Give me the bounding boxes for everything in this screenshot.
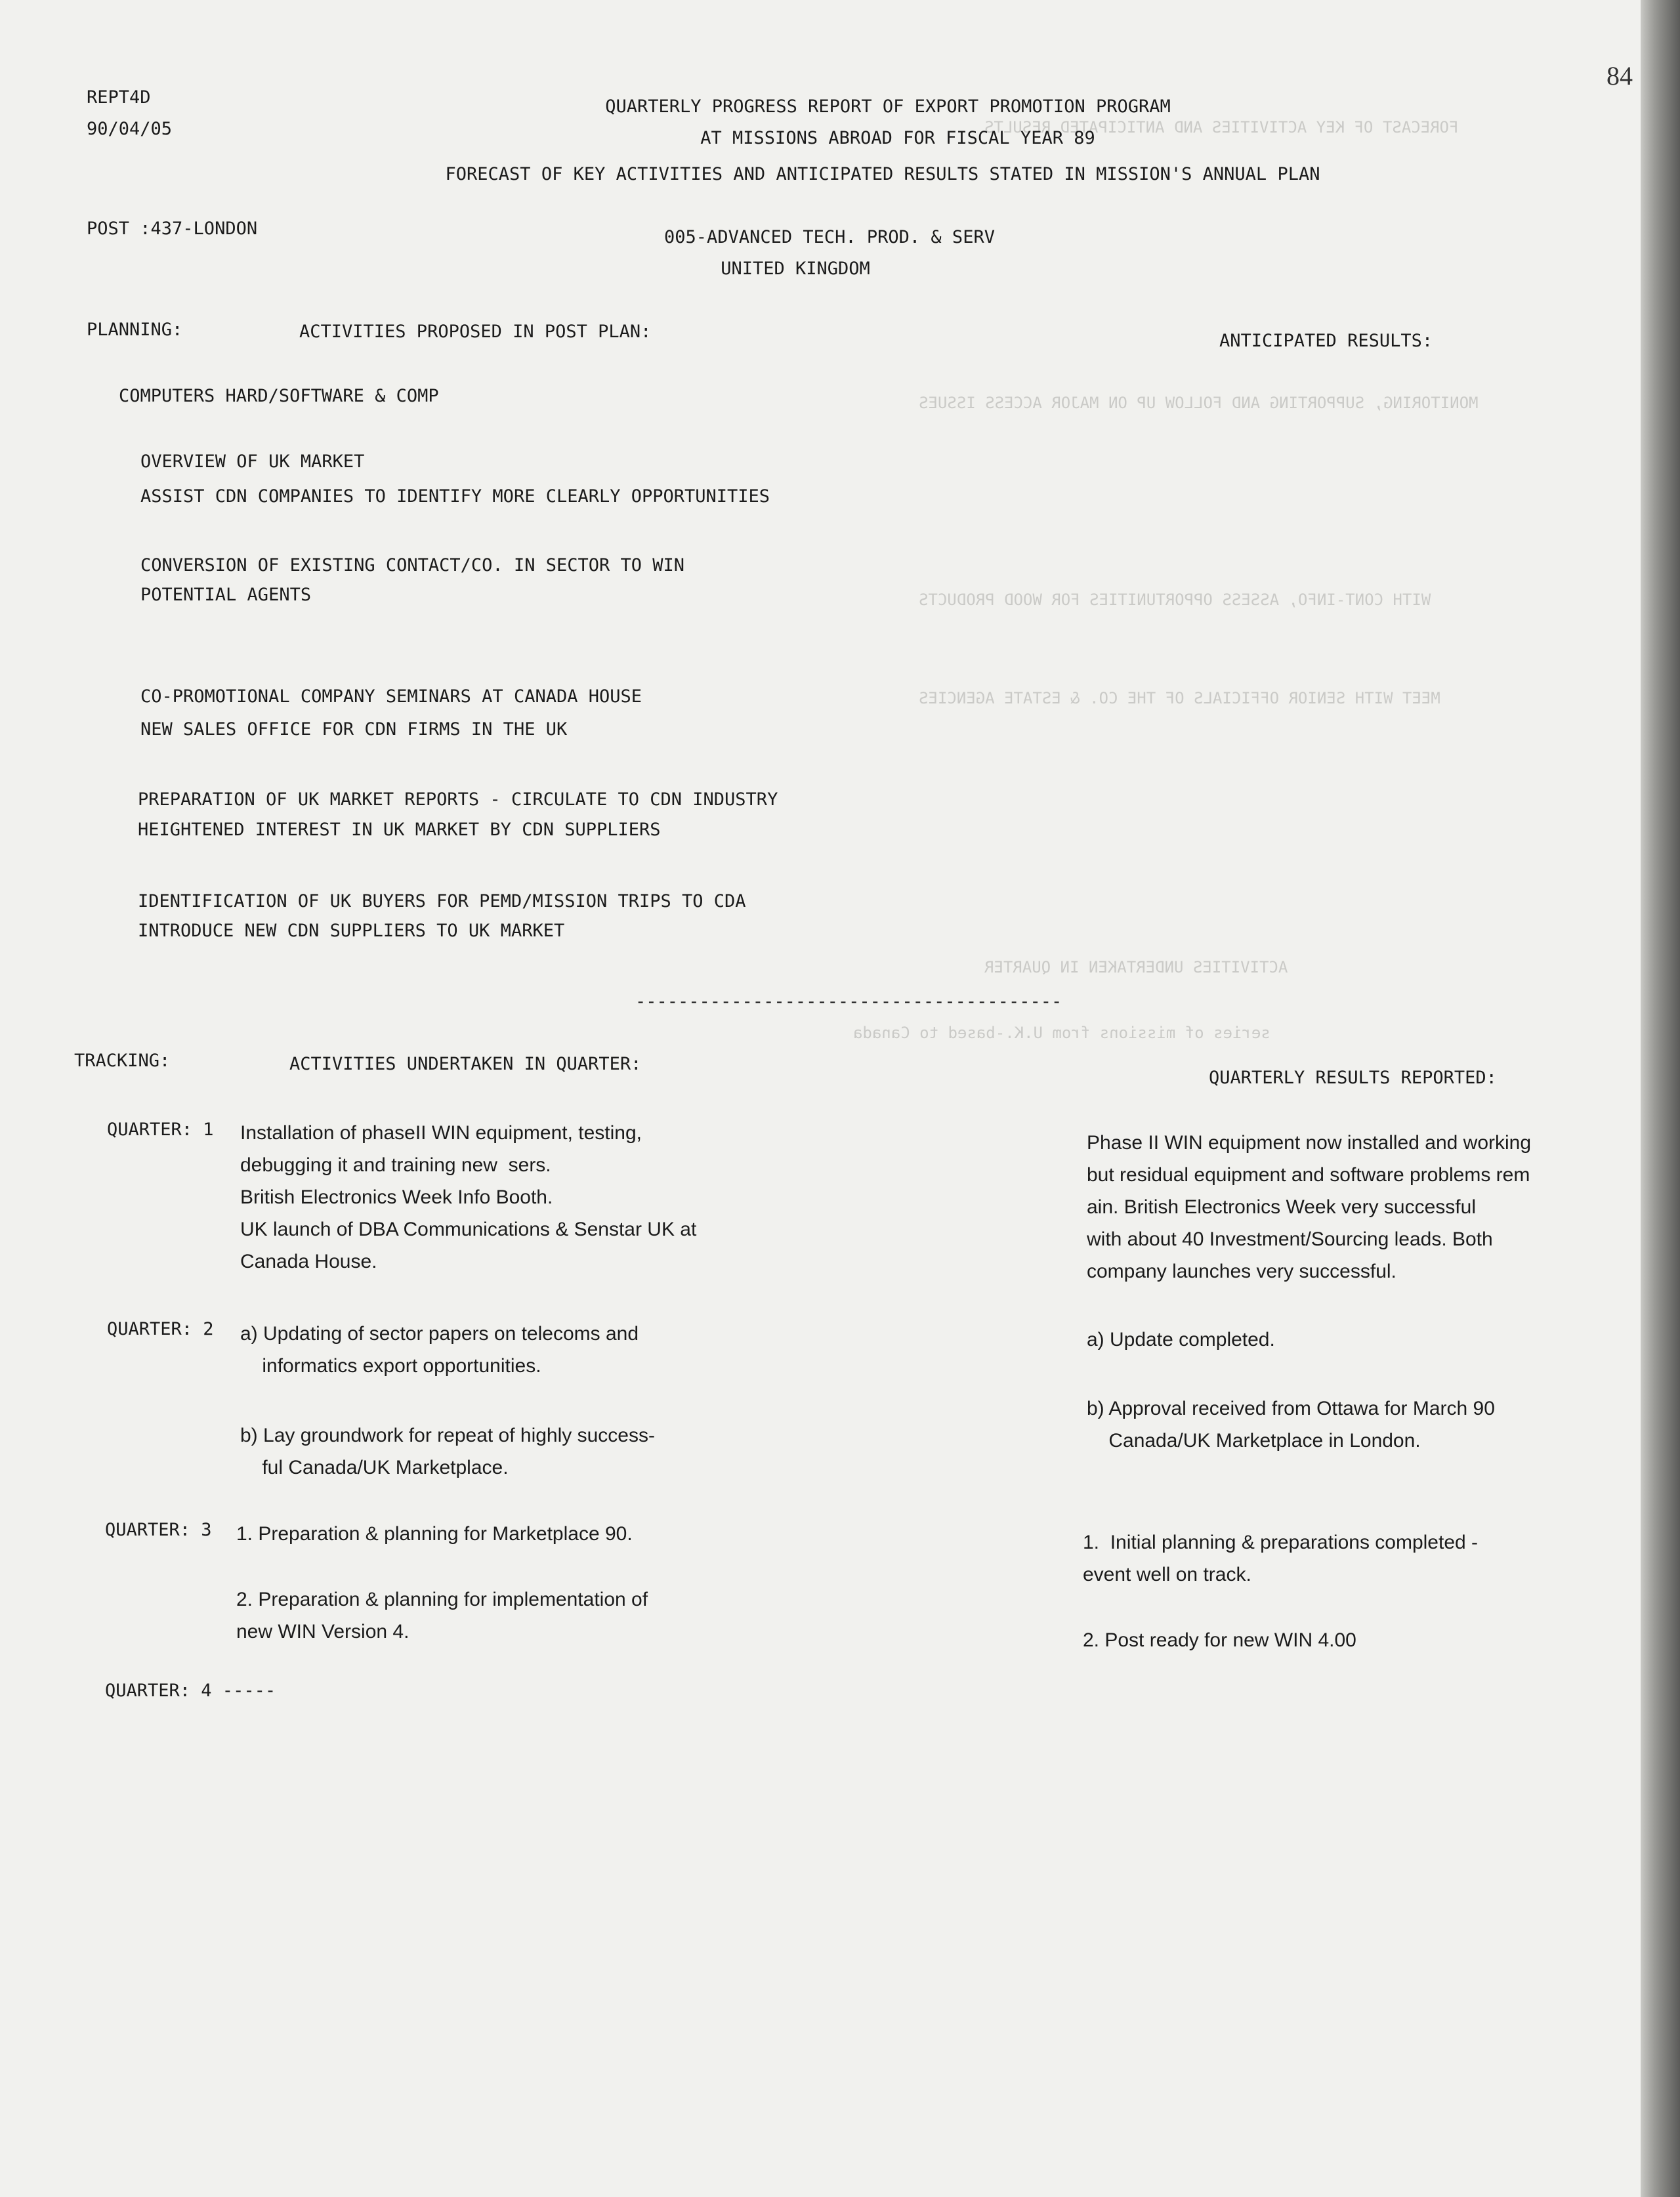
quarter-result: Phase II WIN equipment now installed and working but residual equipment and software problems rem ain. British Electronics Week very successful with about 40 Investment/Sourcing leads. Both company launches very successful. xyxy=(1087,1132,1532,1282)
quarterly-results-heading: QUARTERLY RESULTS REPORTED: xyxy=(1209,1068,1497,1088)
quarter-activity: 2. Preparation & planning for implementation of new WIN Version 4. xyxy=(236,1589,648,1643)
quarter-result: b) Approval received from Ottawa for March 90 Canada/UK Marketplace in London. xyxy=(1087,1398,1495,1452)
section-divider: ---------------------------------------- xyxy=(635,992,1062,1012)
planning-category: COMPUTERS HARD/SOFTWARE & COMP xyxy=(119,386,439,406)
planning-item: INTRODUCE NEW CDN SUPPLIERS TO UK MARKET xyxy=(138,921,565,941)
quarter-result: a) Update completed. xyxy=(1087,1329,1275,1350)
planning-item: ASSIST CDN COMPANIES TO IDENTIFY MORE CLEARLY OPPORTUNITIES xyxy=(140,486,770,507)
quarter-activity: Installation of phaseII WIN equipment, testing, debugging it and training new sers. British Electronics Week Info Booth. UK launch of DBA Communications & Senstar UK at Canada House. xyxy=(240,1122,697,1272)
planning-item: CONVERSION OF EXISTING CONTACT/CO. IN SECTOR TO WIN xyxy=(140,555,685,575)
bleed-through: WITH CONT-INFO, ASSESS OPPORTUNITIES FOR WOOD PRODUCTS xyxy=(919,591,1431,609)
page-edge-shadow xyxy=(1641,0,1680,2197)
quarter-activity: a) Updating of sector papers on telecoms and informatics export opportunities. xyxy=(240,1323,639,1377)
bleed-through: MONITORING, SUPPORTING AND FOLLOW UP ON MAJOR ACCESS ISSUES xyxy=(919,394,1479,412)
quarter-label: QUARTER: 4 ----- xyxy=(105,1681,276,1701)
quarter-label: QUARTER: 1 xyxy=(107,1119,214,1140)
quarter-activity: b) Lay groundwork for repeat of highly success- ful Canada/UK Marketplace. xyxy=(240,1425,655,1478)
post-label: POST :437-LONDON xyxy=(87,219,258,239)
planning-item: POTENTIAL AGENTS xyxy=(140,585,312,605)
anticipated-results-heading: ANTICIPATED RESULTS: xyxy=(1219,331,1433,351)
planning-item: NEW SALES OFFICE FOR CDN FIRMS IN THE UK xyxy=(140,719,568,740)
quarter-label: QUARTER: 3 xyxy=(105,1520,212,1540)
report-title-line-3: FORECAST OF KEY ACTIVITIES AND ANTICIPATED RESULTS STATED IN MISSION'S ANNUAL PLAN xyxy=(445,164,1320,184)
planning-item: OVERVIEW OF UK MARKET xyxy=(140,451,365,472)
bleed-through: series of missions from U.K.-based to Canada xyxy=(853,1024,1270,1042)
planning-item: PREPARATION OF UK MARKET REPORTS - CIRCULATE TO CDN INDUSTRY xyxy=(138,789,778,810)
quarter-activity: 1. Preparation & planning for Marketplace 90. xyxy=(236,1523,633,1545)
page-number: 84 xyxy=(1606,61,1633,91)
report-id: REPT4D xyxy=(87,87,151,108)
bleed-through: FORECAST OF KEY ACTIVITIES AND ANTICIPATED RESULTS xyxy=(984,118,1459,136)
report-title-line-2: AT MISSIONS ABROAD FOR FISCAL YEAR 89 xyxy=(700,128,1095,148)
planning-activities-heading: ACTIVITIES PROPOSED IN POST PLAN: xyxy=(299,322,652,342)
bleed-through: MEET WITH SENIOR OFFICIALS OF THE CO. & ESTATE AGENCIES xyxy=(919,689,1440,707)
report-title-line-1: QUARTERLY PROGRESS REPORT OF EXPORT PROMOTION PROGRAM xyxy=(605,96,1171,117)
quarter-label: QUARTER: 2 xyxy=(107,1319,214,1339)
tracking-label: TRACKING: xyxy=(74,1051,171,1071)
planning-item: CO-PROMOTIONAL COMPANY SEMINARS AT CANADA HOUSE xyxy=(140,686,642,707)
planning-label: PLANNING: xyxy=(87,320,183,340)
quarter-result: 1. Initial planning & preparations completed - event well on track. xyxy=(1083,1532,1479,1585)
planning-item: HEIGHTENED INTEREST IN UK MARKET BY CDN SUPPLIERS xyxy=(138,820,661,840)
country-name: UNITED KINGDOM xyxy=(721,259,870,279)
report-date: 90/04/05 xyxy=(87,119,173,139)
quarter-result: 2. Post ready for new WIN 4.00 xyxy=(1083,1629,1356,1651)
planning-item: IDENTIFICATION OF UK BUYERS FOR PEMD/MISSION TRIPS TO CDA xyxy=(138,891,746,911)
sector-name: 005-ADVANCED TECH. PROD. & SERV xyxy=(664,227,995,247)
tracking-activities-heading: ACTIVITIES UNDERTAKEN IN QUARTER: xyxy=(289,1054,642,1074)
bleed-through: ACTIVITIES UNDERTAKEN IN QUARTER xyxy=(984,958,1288,976)
